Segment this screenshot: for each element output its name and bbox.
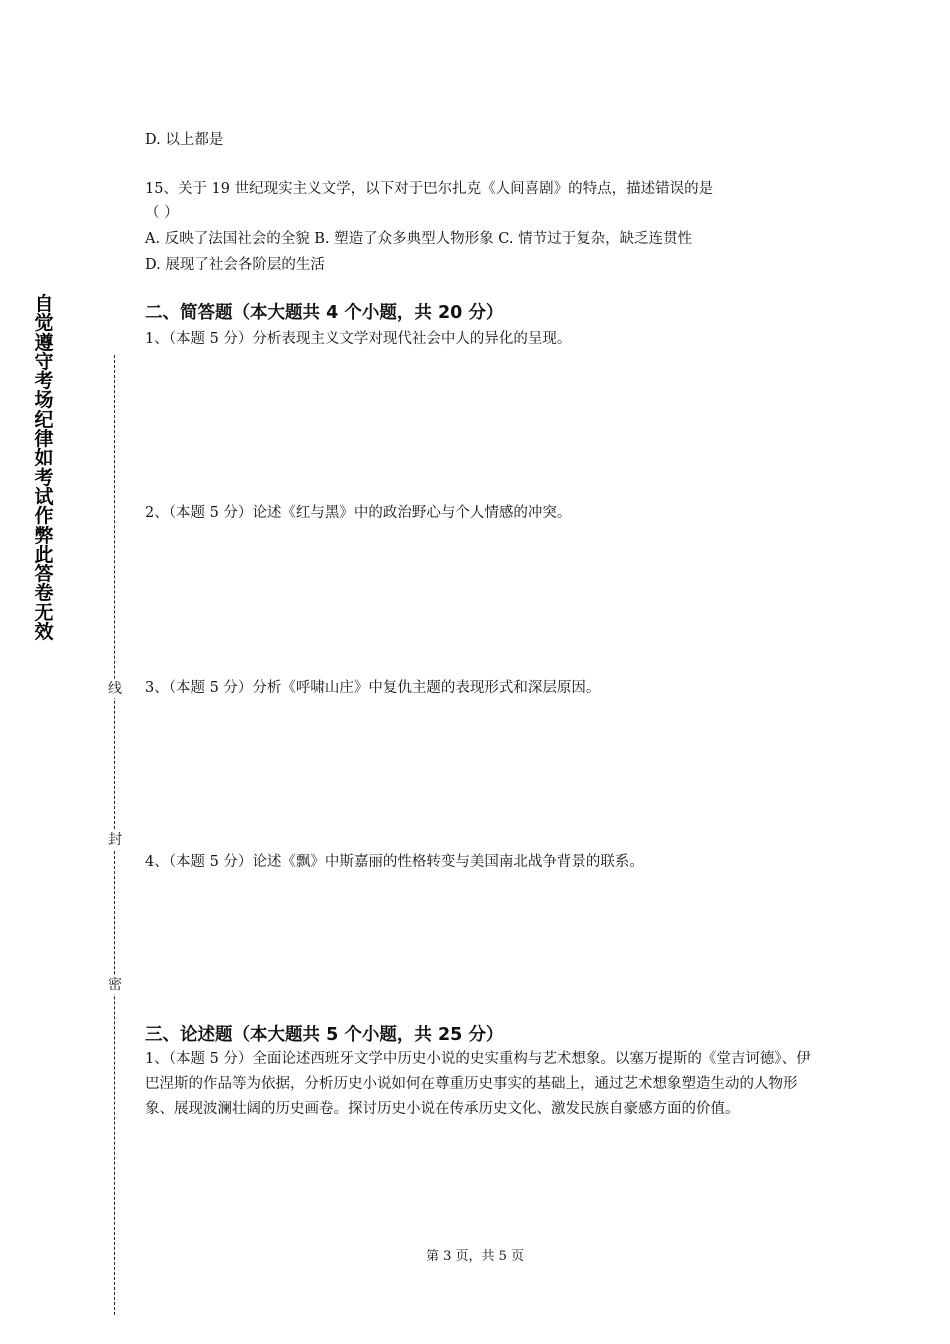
section2-question-2: 2、（本题 5 分）论述《红与黑》中的政治野心与个人情感的冲突。 [145, 505, 572, 521]
q15-option-d: D. 展现了社会各阶层的生活 [145, 257, 325, 273]
section2-question-3: 3、（本题 5 分）分析《呼啸山庄》中复仇主题的表现形式和深层原因。 [145, 680, 601, 696]
section3-heading: 三、论述题（本大题共 5 个小题，共 25 分） [145, 1025, 504, 1045]
section2-question-4: 4、（本题 5 分）论述《飘》中斯嘉丽的性格转变与美国南北战争背景的联系。 [145, 854, 644, 870]
binding-mark-secret: 密 [108, 977, 122, 993]
q15-stem: 15、关于 19 世纪现实主义文学，以下对于巴尔扎克《人间喜剧》的特点，描述错误的是 [145, 181, 714, 197]
q14-option-d: D. 以上都是 [145, 132, 224, 148]
binding-mark-line: 线 [108, 681, 122, 697]
q15-options-abc: A. 反映了法国社会的全貌 B. 塑造了众多典型人物形象 C. 情节过于复杂，缺乏连贯性 [145, 231, 693, 247]
section3-question-1: 1、（本题 5 分）全面论述西班牙文学中历史小说的史实重构与艺术想象。以塞万提斯的《堂吉诃德》、伊巴涅斯的作品等为依据，分析历史小说如何在尊重历史事实的基础上，通过艺术想象塑造生动的人物形象、展现波澜壮阔的历史画卷。探讨历史小说在传承历史文化、激发民族自豪感方面的价值。 [145, 1051, 811, 1117]
section2-question-1: 1、（本题 5 分）分析表现主义文学对现代社会中人的异化的呈现。 [145, 331, 572, 347]
binding-mark-seal: 封 [108, 832, 122, 848]
exam-discipline-notice: 自觉遵守考场纪律如考试作弊此答卷无效 [34, 293, 54, 644]
page-number: 第 3 页，共 5 页 [425, 1249, 525, 1264]
q15-blank: （ ） [145, 205, 179, 221]
section2-heading: 二、简答题（本大题共 4 个小题，共 20 分） [145, 303, 504, 323]
